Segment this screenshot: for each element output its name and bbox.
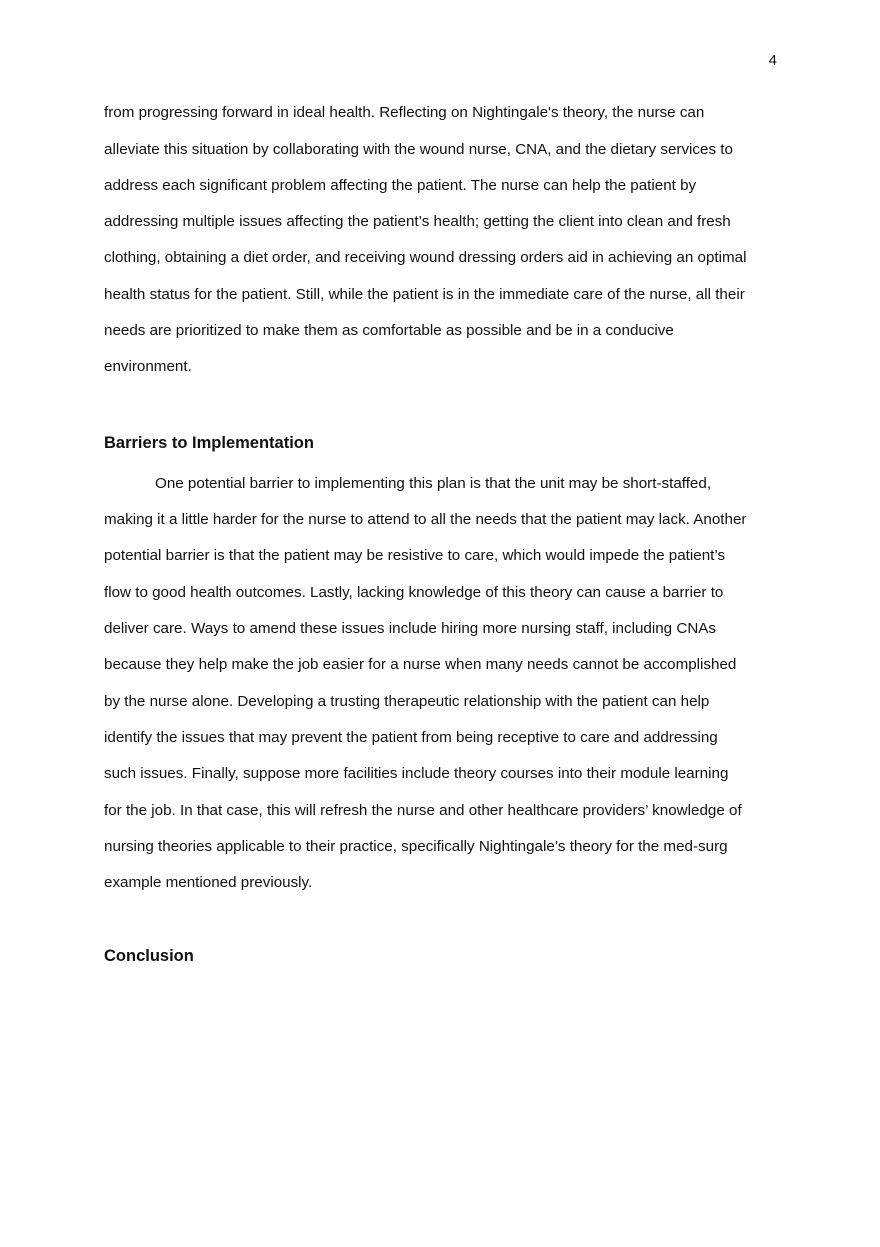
- section-heading-barriers: Barriers to Implementation: [104, 434, 314, 452]
- body-text-line: for the job. In that case, this will refresh the nurse and other healthcare providers’ knowledge of: [104, 802, 742, 819]
- body-text-line: clothing, obtaining a diet order, and receiving wound dressing orders aid in achieving an optimal: [104, 249, 747, 266]
- body-text-line: nursing theories applicable to their practice, specifically Nightingale’s theory for the med-surg: [104, 838, 728, 855]
- body-text-line: alleviate this situation by collaborating with the wound nurse, CNA, and the dietary services to: [104, 141, 733, 158]
- body-text-line: identify the issues that may prevent the patient from being receptive to care and addressing: [104, 729, 718, 746]
- body-text-line: potential barrier is that the patient may be resistive to care, which would impede the patient’s: [104, 547, 726, 564]
- body-text-line: example mentioned previously.: [104, 874, 313, 891]
- body-text-line: flow to good health outcomes. Lastly, lacking knowledge of this theory can cause a barrier to: [104, 584, 724, 601]
- body-text-line: such issues. Finally, suppose more facilities include theory courses into their module learning: [104, 765, 729, 782]
- body-text-line: by the nurse alone. Developing a trusting therapeutic relationship with the patient can help: [104, 693, 710, 710]
- body-text-line: deliver care. Ways to amend these issues include hiring more nursing staff, including CNAs: [104, 620, 717, 637]
- body-text-line: addressing multiple issues affecting the patient’s health; getting the client into clean and fresh: [104, 213, 731, 230]
- body-text-line: address each significant problem affecting the patient. The nurse can help the patient by: [104, 177, 697, 194]
- section-heading-conclusion: Conclusion: [104, 947, 194, 965]
- body-text-line: because they help make the job easier for a nurse when many needs cannot be accomplished: [104, 656, 737, 673]
- body-text-line: environment.: [104, 358, 192, 375]
- body-text-line: making it a little harder for the nurse to attend to all the needs that the patient may lack. Another: [104, 511, 747, 528]
- body-text-line: One potential barrier to implementing this plan is that the unit may be short-staffed,: [155, 475, 712, 492]
- body-text-line: needs are prioritized to make them as comfortable as possible and be in a conducive: [104, 322, 674, 339]
- body-text-line: health status for the patient. Still, while the patient is in the immediate care of the nurse, all their: [104, 286, 745, 303]
- page-number: 4: [768, 52, 777, 69]
- body-text-line: from progressing forward in ideal health. Reflecting on Nightingale's theory, the nurse can: [104, 104, 705, 121]
